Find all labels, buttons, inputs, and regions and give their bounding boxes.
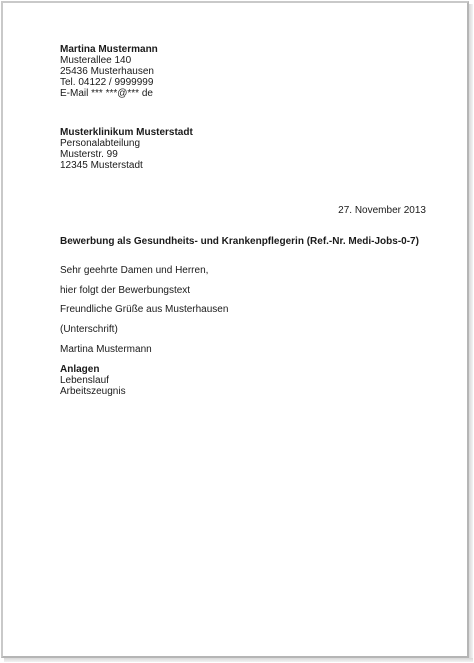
enclosure-item: Lebenslauf bbox=[60, 375, 109, 386]
sender-address-block bbox=[60, 44, 158, 99]
enclosure-item: Arbeitszeugnis bbox=[60, 386, 126, 397]
letter-date: 27. November 2013 bbox=[338, 205, 426, 216]
signer-name: Martina Mustermann bbox=[60, 344, 152, 355]
sender-street: Musterallee 140 bbox=[60, 55, 132, 66]
sender-name: Martina Mustermann bbox=[60, 44, 158, 55]
signature-placeholder: (Unterschrift) bbox=[60, 324, 118, 335]
recipient-city: 12345 Musterstadt bbox=[60, 160, 143, 171]
recipient-department: Personalabteilung bbox=[60, 138, 141, 149]
salutation: Sehr geehrte Damen und Herren, bbox=[60, 265, 209, 276]
recipient-address-block bbox=[60, 127, 193, 171]
enclosures-heading: Anlagen bbox=[60, 364, 100, 375]
sender-city: 25436 Musterhausen bbox=[60, 66, 154, 77]
sender-email: E-Mail *** ***@*** de bbox=[60, 88, 153, 99]
enclosures-block bbox=[60, 364, 126, 397]
closing-line: Freundliche Grüße aus Musterhausen bbox=[60, 304, 229, 315]
page-shadow-right bbox=[469, 4, 473, 661]
sender-phone: Tel. 04122 / 9999999 bbox=[60, 77, 154, 88]
recipient-name: Musterklinikum Musterstadt bbox=[60, 127, 193, 138]
body-text: hier folgt der Bewerbungstext bbox=[60, 285, 191, 296]
recipient-street: Musterstr. 99 bbox=[60, 149, 118, 160]
page-shadow-bottom bbox=[4, 658, 473, 662]
subject-line: Bewerbung als Gesundheits- und Krankenpflegerin (Ref.-Nr. Medi-Jobs-0-7) bbox=[60, 236, 419, 247]
